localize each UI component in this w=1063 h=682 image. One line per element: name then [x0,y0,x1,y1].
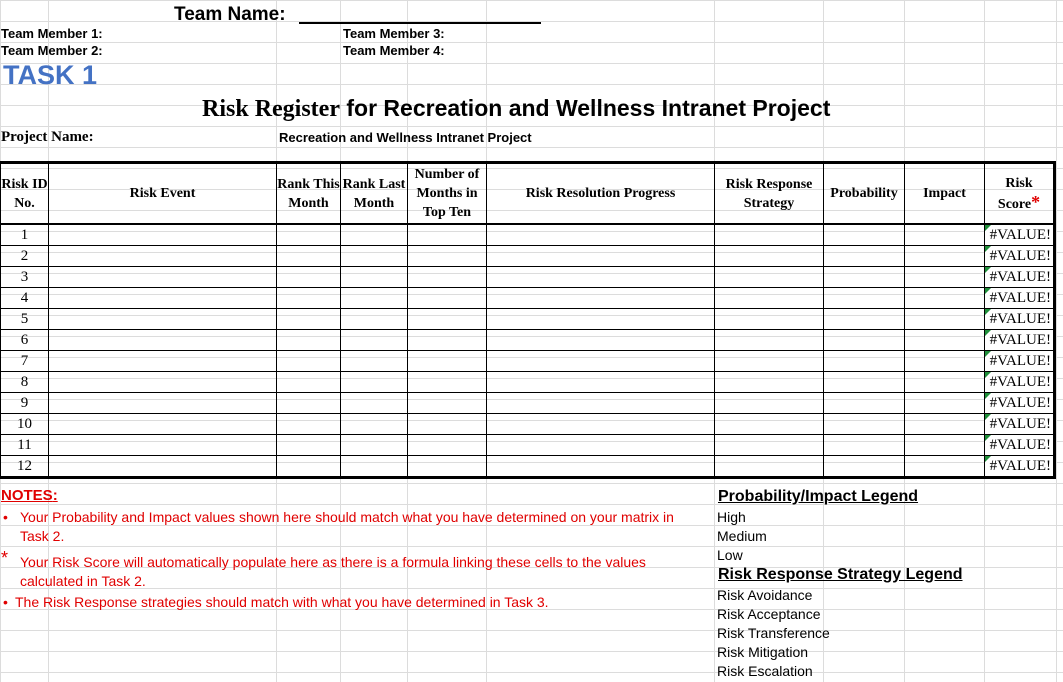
risk-id-cell[interactable]: 2 [1,246,49,267]
risk-id-cell[interactable]: 1 [1,224,49,246]
team-member-1-label: Team Member 1: [1,26,103,41]
risk-score-header-label: Risk Score [997,175,1033,212]
risk-score-cell[interactable]: #VALUE! [985,309,1055,330]
probability-impact-legend-title: Probability/Impact Legend [718,488,919,505]
empty-cell[interactable] [487,309,715,330]
risk-id-cell[interactable]: 11 [1,435,49,456]
column-header[interactable]: Risk Event [49,163,277,225]
legend-item-high: High [717,509,746,525]
note-2-bullet: * [1,548,9,568]
empty-cell[interactable] [49,372,277,393]
empty-cell[interactable] [905,435,985,456]
empty-cell[interactable] [905,267,985,288]
empty-cell[interactable] [715,267,824,288]
empty-cell[interactable] [341,456,408,478]
empty-cell[interactable] [824,414,905,435]
empty-cell[interactable] [824,288,905,309]
project-name-value[interactable]: Recreation and Wellness Intranet Project [279,130,532,145]
team-member-4-label: Team Member 4: [343,43,445,58]
empty-cell[interactable] [49,456,277,478]
empty-cell[interactable] [341,246,408,267]
empty-cell[interactable] [715,351,824,372]
empty-cell[interactable] [408,246,487,267]
note-1-text: Your Probability and Impact values shown here should match what you have determined on your matrix in Task 2. [20,509,674,544]
empty-cell[interactable] [49,224,277,246]
empty-cell[interactable] [824,309,905,330]
legend-item-transference: Risk Transference [717,625,830,641]
empty-cell[interactable] [487,224,715,246]
note-1-bullet: • [3,509,8,525]
empty-cell[interactable] [905,330,985,351]
title-part-1: Risk Register [202,96,340,122]
risk-score-cell[interactable]: #VALUE! [985,288,1055,309]
empty-cell[interactable] [905,456,985,478]
empty-cell[interactable] [341,372,408,393]
empty-cell[interactable] [341,224,408,246]
empty-cell[interactable] [49,288,277,309]
risk-score-cell[interactable]: #VALUE! [985,330,1055,351]
empty-cell[interactable] [408,224,487,246]
empty-cell[interactable] [905,309,985,330]
column-header[interactable]: Rank Last Month [341,163,408,225]
risk-id-cell[interactable]: 9 [1,393,49,414]
risk-score-cell[interactable]: #VALUE! [985,393,1055,414]
empty-cell[interactable] [49,267,277,288]
column-header[interactable]: Risk ID No. [1,163,49,225]
table-row [1,372,1055,393]
empty-cell[interactable] [408,330,487,351]
empty-cell[interactable] [824,330,905,351]
empty-cell[interactable] [487,372,715,393]
empty-cell[interactable] [277,267,341,288]
empty-cell[interactable] [341,414,408,435]
empty-cell[interactable] [824,246,905,267]
empty-cell[interactable] [408,393,487,414]
empty-cell[interactable] [408,414,487,435]
team-name-input-line[interactable] [299,22,541,24]
empty-cell[interactable] [715,288,824,309]
empty-cell[interactable] [905,224,985,246]
empty-cell[interactable] [824,267,905,288]
empty-cell[interactable] [277,393,341,414]
risk-score-cell[interactable]: #VALUE! [985,246,1055,267]
empty-cell[interactable] [824,435,905,456]
empty-cell[interactable] [408,435,487,456]
team-member-2-label: Team Member 2: [1,43,103,58]
empty-cell[interactable] [49,393,277,414]
empty-cell[interactable] [341,309,408,330]
note-3-text: The Risk Response strategies should match with what you have determined in Task 3. [15,594,549,610]
table-header-row [1,163,1055,225]
empty-cell[interactable] [487,288,715,309]
empty-cell[interactable] [49,435,277,456]
risk-id-cell[interactable]: 4 [1,288,49,309]
team-member-3-label: Team Member 3: [343,26,445,41]
notes-title-colon: : [52,487,58,504]
risk-id-cell[interactable]: 8 [1,372,49,393]
empty-cell[interactable] [715,330,824,351]
empty-cell[interactable] [277,351,341,372]
legend-item-avoidance: Risk Avoidance [717,587,813,603]
risk-register-table [0,161,1056,479]
empty-cell[interactable] [408,351,487,372]
empty-cell[interactable] [487,393,715,414]
table-row [1,330,1055,351]
empty-cell[interactable] [487,456,715,478]
empty-cell[interactable] [487,435,715,456]
task-label: TASK 1 [3,60,98,90]
table-row [1,288,1055,309]
empty-cell[interactable] [49,330,277,351]
notes-title-text: NOTES [1,487,53,504]
empty-cell[interactable] [49,309,277,330]
empty-cell[interactable] [49,246,277,267]
table-row [1,456,1055,478]
risk-id-cell[interactable]: 7 [1,351,49,372]
strategy-legend-title: Risk Response Strategy Legend [718,566,963,583]
empty-cell[interactable] [824,456,905,478]
empty-cell[interactable] [487,330,715,351]
empty-cell[interactable] [49,414,277,435]
table-row [1,246,1055,267]
empty-cell[interactable] [341,288,408,309]
empty-cell[interactable] [277,246,341,267]
risk-id-cell[interactable]: 5 [1,309,49,330]
note-3-bullet: • [3,594,8,610]
empty-cell[interactable] [341,393,408,414]
table-row [1,435,1055,456]
column-header[interactable]: Risk Response Strategy [715,163,824,225]
column-header[interactable]: Number of Months in Top Ten [408,163,487,225]
column-header[interactable]: Risk Resolution Progress [487,163,715,225]
risk-id-cell[interactable]: 6 [1,330,49,351]
empty-cell[interactable] [905,372,985,393]
empty-cell[interactable] [277,224,341,246]
empty-cell[interactable] [341,435,408,456]
empty-cell[interactable] [341,330,408,351]
empty-cell[interactable] [277,372,341,393]
title-part-2: for Recreation and Wellness Intranet Project [339,95,831,121]
empty-cell[interactable] [715,372,824,393]
empty-cell[interactable] [49,351,277,372]
empty-cell[interactable] [277,414,341,435]
legend-item-escalation: Risk Escalation [717,663,813,679]
column-header[interactable]: Rank This Month [277,163,341,225]
legend-item-acceptance: Risk Acceptance [717,606,821,622]
column-header[interactable]: Probability [824,163,905,225]
team-name-label: Team Name: [174,4,286,25]
column-header-risk-score[interactable] [985,163,1055,225]
risk-score-cell[interactable]: #VALUE! [985,372,1055,393]
empty-cell[interactable] [715,224,824,246]
empty-cell[interactable] [341,351,408,372]
notes-title [1,487,58,504]
empty-cell[interactable] [824,351,905,372]
risk-score-cell[interactable]: #VALUE! [985,456,1055,478]
formula-note-marker: * [1031,191,1041,212]
empty-cell[interactable] [277,309,341,330]
risk-score-cell[interactable]: #VALUE! [985,267,1055,288]
empty-cell[interactable] [715,246,824,267]
empty-cell[interactable] [487,414,715,435]
risk-id-cell[interactable]: 3 [1,267,49,288]
risk-id-cell[interactable]: 12 [1,456,49,478]
empty-cell[interactable] [824,224,905,246]
legend-item-mitigation: Risk Mitigation [717,644,809,660]
empty-cell[interactable] [341,267,408,288]
empty-cell[interactable] [277,330,341,351]
empty-cell[interactable] [715,456,824,478]
empty-cell[interactable] [408,309,487,330]
table-row [1,414,1055,435]
empty-cell[interactable] [408,456,487,478]
note-2-text: Your Risk Score will automatically populate here as there is a formula linking these cells to the values calculated in Task 2. [20,554,646,589]
empty-cell[interactable] [277,456,341,478]
empty-cell[interactable] [905,288,985,309]
risk-score-cell[interactable]: #VALUE! [985,435,1055,456]
table-body [1,224,1055,478]
legend-item-medium: Medium [717,528,767,544]
empty-cell[interactable] [824,372,905,393]
risk-score-cell[interactable]: #VALUE! [985,414,1055,435]
table-row [1,224,1055,246]
empty-cell[interactable] [905,351,985,372]
risk-score-cell[interactable]: #VALUE! [985,351,1055,372]
table-row [1,393,1055,414]
empty-cell[interactable] [905,414,985,435]
risk-id-cell[interactable]: 10 [1,414,49,435]
empty-cell[interactable] [408,372,487,393]
table-row [1,309,1055,330]
project-name-label: Project Name: [1,129,94,145]
empty-cell[interactable] [715,414,824,435]
column-header[interactable]: Impact [905,163,985,225]
empty-cell[interactable] [905,393,985,414]
empty-cell[interactable] [905,246,985,267]
empty-cell[interactable] [824,393,905,414]
empty-cell[interactable] [487,246,715,267]
page-title [202,95,830,123]
legend-item-low: Low [717,547,743,563]
empty-cell[interactable] [487,351,715,372]
risk-score-cell[interactable]: #VALUE! [985,224,1055,246]
table-row [1,351,1055,372]
empty-cell[interactable] [715,435,824,456]
empty-cell[interactable] [277,435,341,456]
empty-cell[interactable] [408,288,487,309]
empty-cell[interactable] [715,309,824,330]
empty-cell[interactable] [408,267,487,288]
empty-cell[interactable] [715,393,824,414]
empty-cell[interactable] [487,267,715,288]
empty-cell[interactable] [277,288,341,309]
table-row [1,267,1055,288]
